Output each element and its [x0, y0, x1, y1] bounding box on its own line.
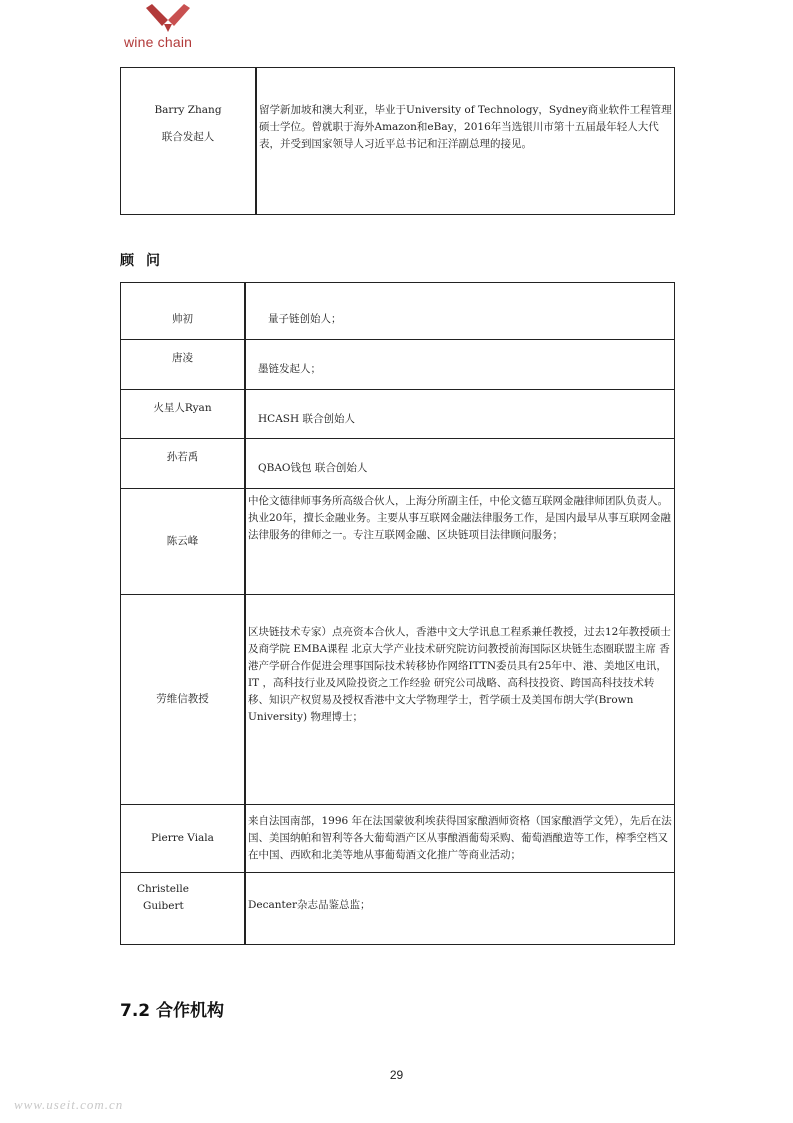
advisor-desc	[245, 873, 675, 945]
advisor-desc-text: QBAO钱包 联合创始人	[258, 462, 368, 474]
advisor-desc-text: 区块链技术专家）点亮资本合伙人，香港中文大学讯息工程系兼任教授，过去12年教授硕士及商学院 EMBA课程 北京大学产业技术研究院访问教授前海国际区块链生态圈联盟主席 香港产学研合作促进会理事国际技术转移协作网络ITTN委员具有25年中、港、美地区电讯，IT ，高科技行业及风险投资之工作经验 研究公司战略、高科技投资、跨国高科技技术转移、知识产权贸易及授权香港中文大学物理学士，哲学硕士及美国布朗大学(Brown University) 物理博士；	[248, 626, 671, 723]
founder-desc	[256, 68, 675, 215]
founder-role: 联合发起人	[161, 131, 215, 143]
founder-table	[120, 67, 675, 215]
advisor-name	[121, 873, 246, 945]
advisor-name-text: 火星人Ryan	[153, 402, 212, 414]
advisors-table	[120, 282, 675, 945]
advisor-name	[121, 595, 246, 805]
advisor-name-text: Pierre Viala	[151, 832, 214, 844]
hands-cup-icon	[140, 4, 196, 36]
founder-name-cell	[121, 68, 257, 215]
advisor-name	[121, 283, 246, 340]
wine-chain-logo	[124, 4, 214, 48]
table-row	[121, 340, 675, 390]
advisor-desc	[245, 283, 675, 340]
advisor-desc-text: HCASH 联合创始人	[258, 412, 355, 425]
logo-text: wine chain	[124, 34, 193, 50]
advisor-desc	[245, 340, 675, 390]
advisor-desc	[245, 805, 675, 873]
advisor-desc-text: 墨链发起人；	[258, 363, 321, 375]
advisor-name	[121, 439, 246, 489]
advisor-name-text: 孙若禹	[166, 451, 199, 463]
advisor-name-text: 陈云峰	[166, 535, 199, 547]
advisor-name-text: 唐凌	[172, 352, 193, 364]
advisor-desc	[245, 390, 675, 439]
table-row	[121, 68, 675, 215]
table-row	[121, 805, 675, 873]
advisor-desc-text: Decanter杂志品鉴总监；	[248, 899, 371, 911]
founder-desc-text: 留学新加坡和澳大利亚，毕业于University of Technology，Sydney商业软件工程管理硕士学位。曾就职于海外Amazon和eBay，2016年当选银川市第十五届最年轻人大代表，并受到国家领导人习近平总书记和汪洋副总理的接见。	[259, 104, 672, 150]
table-row	[121, 873, 675, 945]
advisor-name	[121, 390, 246, 439]
advisor-name-text: Guibert	[143, 900, 184, 912]
advisor-desc	[245, 489, 675, 595]
advisors-title: 顾问	[120, 253, 172, 269]
advisor-name	[121, 489, 246, 595]
table-row	[121, 489, 675, 595]
page-number: 29	[389, 1068, 404, 1082]
table-row	[121, 595, 675, 805]
advisor-name	[121, 340, 246, 390]
table-row	[121, 439, 675, 489]
advisor-name-text: 劳维信教授	[156, 693, 209, 705]
table-row	[121, 283, 675, 340]
advisor-name-text: 帅初	[172, 312, 193, 325]
advisor-desc	[245, 595, 675, 805]
advisor-desc	[245, 439, 675, 489]
advisor-desc-text: 量子链创始人；	[268, 312, 342, 325]
watermark: www.useit.com.cn	[14, 1097, 124, 1112]
advisor-name-text: Christelle	[137, 883, 189, 895]
table-row	[121, 390, 675, 439]
advisor-desc-text: 来自法国南部，1996 年在法国蒙彼利埃获得国家酿酒师资格（国家酿酒学文凭），先后在法国、美国纳帕和智利等各大葡萄酒产区从事酿酒葡萄采购、葡萄酒酿造等工作，榨季空档又在中国、西欧和北美等地从事葡萄酒文化推广等商业活动；	[248, 815, 672, 861]
coop-title: 7.2 合作机构	[120, 1001, 225, 1021]
advisor-name	[121, 805, 246, 873]
advisor-desc-text: 中伦文德律师事务所高级合伙人，上海分所副主任，中伦文德互联网金融律师团队负责人。执业20年，擅长金融业务。主要从事互联网金融法律服务工作，是国内最早从事互联网金融法律服务的律师之一。专注互联网金融、区块链项目法律顾问服务；	[248, 495, 671, 541]
founder-name: Barry Zhang	[154, 104, 222, 116]
